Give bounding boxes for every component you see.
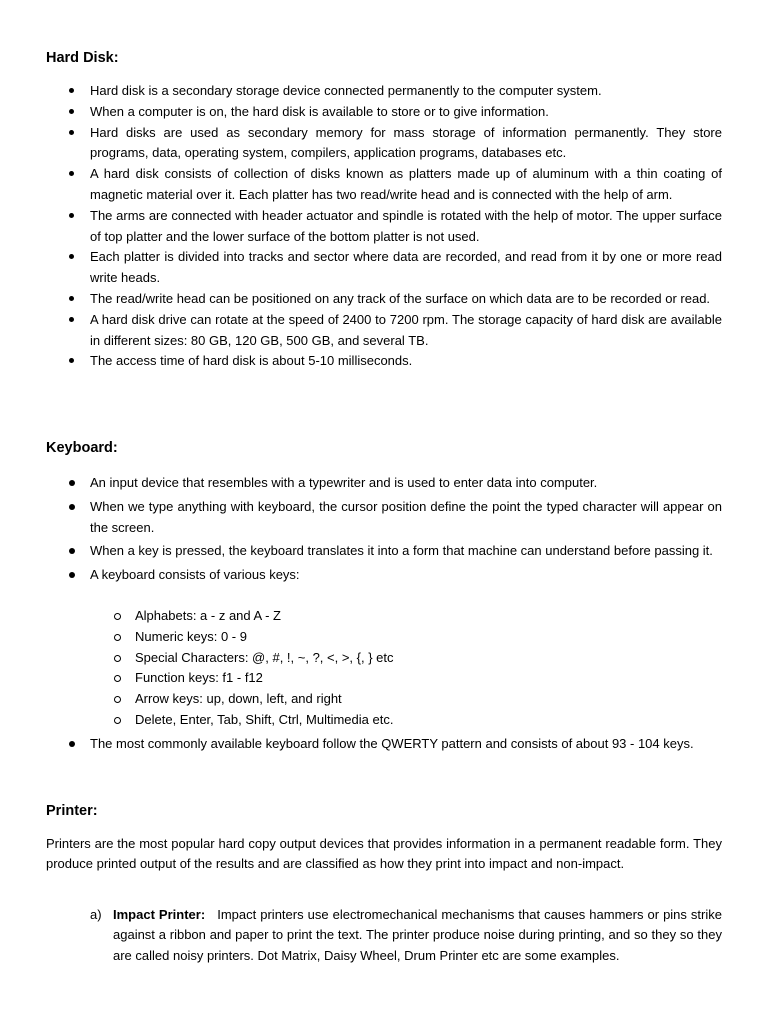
list-item-text: An input device that resembles with a typewriter and is used to enter data into computer.: [90, 475, 598, 490]
bullet-icon: [69, 572, 75, 578]
bullet-icon: [69, 480, 75, 486]
list-item: [0, 497, 722, 539]
sub-list-item-text: Delete, Enter, Tab, Shift, Ctrl, Multimedia etc.: [135, 711, 394, 727]
impact-printer-text: [90, 905, 722, 966]
bullet-icon: [69, 213, 74, 218]
list-item-text: A hard disk drive can rotate at the speed of 2400 to 7200 rpm. The storage capacity of hard disk are available in different sizes: 80 GB, 120 GB, 500 GB, and several TB.: [90, 311, 722, 348]
circle-bullet-icon: [114, 634, 121, 641]
keyboard-list-end: [0, 734, 768, 755]
impact-printer-term: Impact Printer:: [113, 907, 206, 922]
list-item: [0, 247, 722, 289]
impact-printer-item: [90, 905, 722, 966]
circle-bullet-icon: [114, 613, 121, 620]
sub-list-item-text: Arrow keys: up, down, left, and right: [135, 691, 342, 707]
list-item-text: The access time of hard disk is about 5-10 milliseconds.: [90, 353, 413, 369]
printer-heading: Printer:: [46, 803, 98, 819]
bullet-icon: [69, 171, 74, 176]
list-item-text: Each platter is divided into tracks and sector where data are recorded, and read from it by one or more read write heads.: [90, 249, 722, 286]
hard-disk-heading: Hard Disk:: [46, 50, 119, 66]
keyboard-keys-sublist: [0, 606, 722, 731]
term-spacer: [205, 907, 217, 922]
circle-bullet-icon: [114, 717, 121, 724]
sub-list-item-text: Function keys: f1 - f12: [135, 670, 263, 686]
list-item-text: A keyboard consists of various keys:: [90, 567, 300, 583]
list-item-text: When we type anything with keyboard, the cursor position define the point the typed character will appear on the screen.: [90, 498, 722, 535]
list-item: [0, 310, 722, 352]
list-item-text: The most commonly available keyboard follow the QWERTY pattern and consists of about 93 - 104 keys.: [90, 736, 694, 751]
list-item: [0, 206, 722, 248]
sub-list-item-text: Special Characters: @, #, !, ~, ?, <, >, {, } etc: [135, 649, 394, 665]
sub-list-item: [0, 627, 722, 648]
sub-list-item: [0, 689, 722, 710]
list-item-text: The read/write head can be positioned on any track of the surface on which data are to be recorded or read.: [90, 290, 711, 306]
list-item: [0, 102, 722, 123]
list-item: [0, 123, 722, 165]
circle-bullet-icon: [114, 675, 121, 682]
bullet-icon: [69, 109, 74, 114]
circle-bullet-icon: [114, 655, 121, 662]
list-item: [0, 289, 722, 310]
circle-bullet-icon: [114, 696, 121, 703]
bullet-icon: [69, 317, 74, 322]
sub-list-item: [0, 606, 722, 627]
bullet-icon: [69, 296, 74, 301]
sub-list-item: [0, 668, 722, 689]
bullet-icon: [69, 88, 74, 93]
bullet-icon: [69, 254, 74, 259]
list-item: [0, 565, 722, 586]
list-item: [0, 541, 722, 562]
bullet-icon: [69, 741, 75, 747]
list-item-text: The arms are connected with header actuator and spindle is rotated with the help of motor. The upper surface of top platter and the lower surface of the bottom platter is not used.: [90, 207, 722, 244]
sub-list-item-text: Alphabets: a - z and A - Z: [135, 608, 281, 623]
list-item-text: When a computer is on, the hard disk is available to store or to give information.: [90, 103, 549, 119]
list-item: [0, 734, 722, 755]
list-item-text: When a key is pressed, the keyboard translates it into a form that machine can understand before passing it.: [90, 543, 713, 559]
keyboard-list: [0, 473, 768, 586]
list-item: [0, 164, 722, 206]
list-item-text: A hard disk consists of collection of disks known as platters made up of aluminum with a thin coating of magnetic material over it. Each platter has two read/write head and is connected with the help of arm.: [90, 166, 722, 202]
bullet-icon: [69, 358, 74, 363]
sub-list-item-text: Numeric keys: 0 - 9: [135, 628, 247, 644]
printer-intro-paragraph: Printers are the most popular hard copy output devices that provides information in a permanent readable form. They produce printed output of the results and are classified as how they print into impact and non-impact.: [46, 836, 722, 872]
impact-printer-description: Impact printers use electromechanical mechanisms that causes hammers or pins strike against a ribbon and paper to print the text. The printer produce noise during printing, and so they so they are called noisy printers. Dot Matrix, Daisy Wheel, Drum Printer etc are some examples.: [113, 907, 722, 963]
list-item: [0, 81, 722, 102]
bullet-icon: [69, 130, 74, 135]
bullet-icon: [69, 504, 75, 510]
list-marker: a): [90, 907, 102, 922]
keyboard-heading: Keyboard:: [46, 440, 118, 456]
list-item: [0, 473, 722, 494]
list-item-text: Hard disks are used as secondary memory for mass storage of information permanently. They store programs, data, operating system, compilers, application programs, databases etc.: [90, 124, 722, 161]
bullet-icon: [69, 548, 75, 554]
list-item-text: Hard disk is a secondary storage device connected permanently to the computer system.: [90, 83, 602, 98]
sub-list-item: [0, 648, 722, 669]
list-item: [0, 351, 722, 372]
sub-list-item: [0, 710, 722, 731]
hard-disk-list: [0, 81, 768, 372]
